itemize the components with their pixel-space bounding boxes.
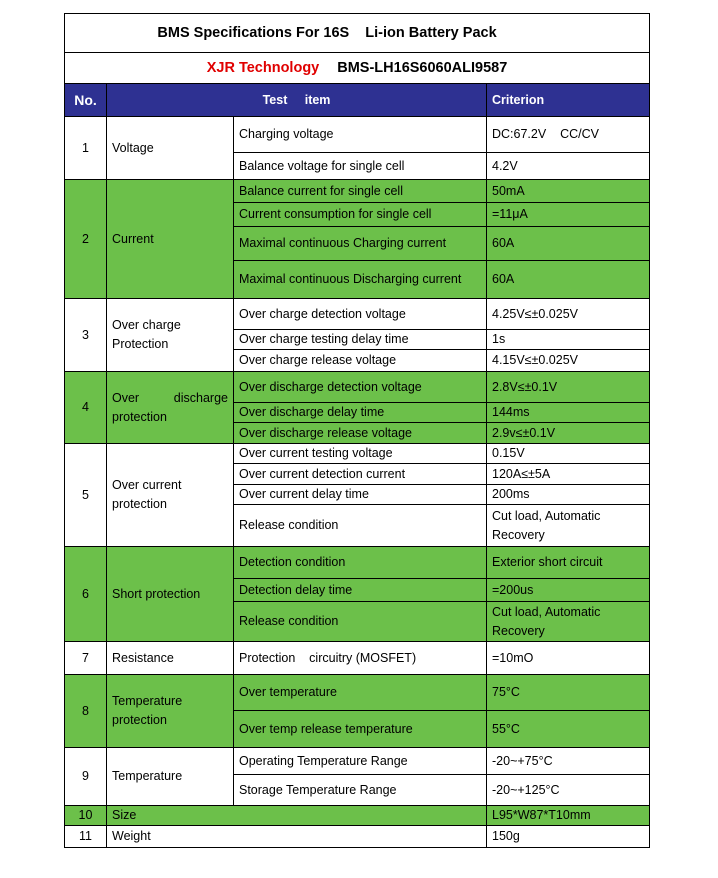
test-item-category: Resistance	[107, 642, 234, 675]
table-row	[65, 748, 650, 775]
test-item-detail: Over discharge release voltage	[234, 423, 487, 444]
table-row	[65, 444, 650, 464]
test-item-detail: Release condition	[234, 505, 487, 547]
test-item-detail: Over discharge delay time	[234, 403, 487, 423]
criterion-value: 4.2V	[487, 153, 650, 180]
test-item-category: Temperature	[107, 748, 234, 806]
test-item-category: Short protection	[107, 547, 234, 642]
test-item-detail: Maximal continuous Charging current	[234, 227, 487, 261]
test-item-detail: Over temperature	[234, 675, 487, 711]
table-row	[65, 806, 650, 826]
row-number: 8	[65, 675, 107, 748]
test-item-category: Over discharge protection	[107, 372, 234, 444]
model-number: BMS-LH16S6060ALI9587	[337, 59, 508, 76]
criterion-value: =200us	[487, 579, 650, 602]
test-item-detail: Over current delay time	[234, 485, 487, 505]
criterion-value: 144ms	[487, 403, 650, 423]
row-number: 9	[65, 748, 107, 806]
table-row	[65, 547, 650, 579]
test-item-category: Current	[107, 180, 234, 299]
row-number: 5	[65, 444, 107, 547]
table-row	[65, 117, 650, 153]
test-item-detail: Storage Temperature Range	[234, 775, 487, 806]
criterion-value: =10mO	[487, 642, 650, 675]
criterion-value: 200ms	[487, 485, 650, 505]
criterion-value: 120A≤±5A	[487, 464, 650, 485]
criterion-value: -20~+125°C	[487, 775, 650, 806]
row-number: 7	[65, 642, 107, 675]
company-row	[65, 53, 650, 84]
criterion-value: L95*W87*T10mm	[487, 806, 650, 826]
test-item-detail: Over current detection current	[234, 464, 487, 485]
sheet-title-cell	[65, 14, 650, 53]
test-item-detail: Balance current for single cell	[234, 180, 487, 203]
test-item-category: Voltage	[107, 117, 234, 180]
test-item-detail: Balance voltage for single cell	[234, 153, 487, 180]
row-number: 3	[65, 299, 107, 372]
row-number: 11	[65, 826, 107, 848]
criterion-value: 55°C	[487, 711, 650, 748]
test-item-detail: Over charge release voltage	[234, 350, 487, 372]
criterion-value: 1s	[487, 330, 650, 350]
test-item-detail: Over charge testing delay time	[234, 330, 487, 350]
test-item-detail: Release condition	[234, 602, 487, 642]
row-number: 10	[65, 806, 107, 826]
row-number: 6	[65, 547, 107, 642]
sheet-title: BMS Specifications For 16S Li-ion Battery Pack	[157, 24, 497, 41]
criterion-value: DC:67.2V CC/CV	[487, 117, 650, 153]
test-item-detail: Operating Temperature Range	[234, 748, 487, 775]
test-item-detail: Current consumption for single cell	[234, 203, 487, 227]
header-test-item: Test item	[107, 84, 487, 117]
criterion-value: 0.15V	[487, 444, 650, 464]
table-row	[65, 299, 650, 330]
criterion-value: 2.8V≤±0.1V	[487, 372, 650, 403]
criterion-value: 4.15V≤±0.025V	[487, 350, 650, 372]
test-item-detail: Over discharge detection voltage	[234, 372, 487, 403]
row-number: 1	[65, 117, 107, 180]
criterion-value: =11μA	[487, 203, 650, 227]
test-item-detail: Over charge detection voltage	[234, 299, 487, 330]
header-criterion: Criterion	[487, 84, 650, 117]
criterion-value: Cut load, Automatic Recovery	[487, 505, 650, 547]
table-row	[65, 642, 650, 675]
row-number: 2	[65, 180, 107, 299]
header-no: No.	[65, 84, 107, 117]
table-row	[65, 372, 650, 403]
criterion-value: 2.9v≤±0.1V	[487, 423, 650, 444]
criterion-value: Exterior short circuit	[487, 547, 650, 579]
test-item-detail: Detection delay time	[234, 579, 487, 602]
criterion-value: 50mA	[487, 180, 650, 203]
criterion-value: 60A	[487, 261, 650, 299]
test-item-detail: Protection circuitry (MOSFET)	[234, 642, 487, 675]
test-item-detail: Detection condition	[234, 547, 487, 579]
test-item-category: Weight	[107, 826, 487, 848]
header-row	[65, 84, 650, 117]
criterion-value: Cut load, Automatic Recovery	[487, 602, 650, 642]
test-item-category: Over charge Protection	[107, 299, 234, 372]
test-item-category: Temperature protection	[107, 675, 234, 748]
table-row	[65, 675, 650, 711]
test-item-detail: Charging voltage	[234, 117, 487, 153]
criterion-value: -20~+75°C	[487, 748, 650, 775]
table-row	[65, 180, 650, 203]
criterion-value: 60A	[487, 227, 650, 261]
test-item-category: Over current protection	[107, 444, 234, 547]
test-item-detail: Maximal continuous Discharging current	[234, 261, 487, 299]
test-item-detail: Over current testing voltage	[234, 444, 487, 464]
test-item-category: Size	[107, 806, 487, 826]
criterion-value: 4.25V≤±0.025V	[487, 299, 650, 330]
criterion-value: 150g	[487, 826, 650, 848]
row-number: 4	[65, 372, 107, 444]
table-row	[65, 826, 650, 848]
test-item-detail: Over temp release temperature	[234, 711, 487, 748]
criterion-value: 75°C	[487, 675, 650, 711]
bms-spec-table	[64, 13, 650, 848]
company-name: XJR Technology	[206, 59, 320, 76]
